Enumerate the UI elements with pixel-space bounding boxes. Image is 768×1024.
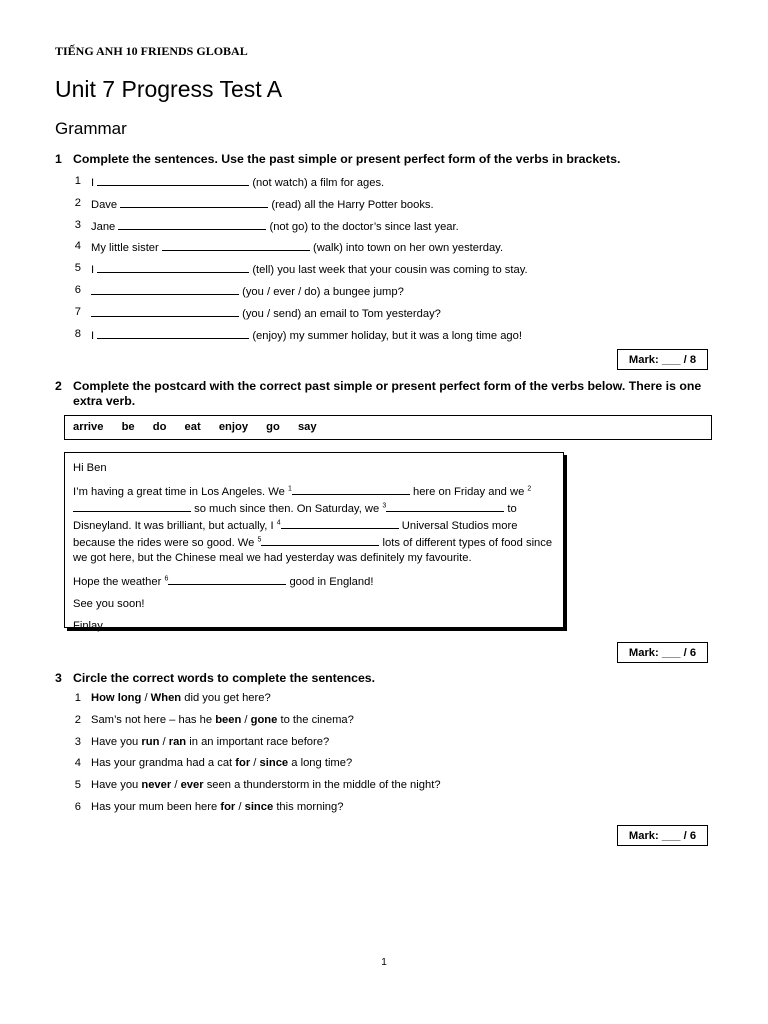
answer-blank[interactable] — [168, 573, 286, 585]
q1-number: 1 — [55, 152, 62, 166]
answer-blank[interactable] — [261, 534, 379, 546]
q3-item: 3 Have you run / ran in an important race before? — [74, 735, 330, 748]
option-word[interactable]: How long — [91, 692, 142, 704]
postcard-body: I’m having a great time in Los Angeles. We $^1$ here on Friday and we $^2$ so much since then. On Saturday, we $^3$ to Disneyland. It was brilliant, but actually, I $^4$ Universal Studios more because the rides were so good. We $^5$ lots of different types of food since we got here, but the Chinese meal we had yesterday was definitely my favourite. — [73, 483, 555, 566]
answer-blank[interactable] — [91, 305, 239, 317]
postcard-closing: See you soon! — [73, 598, 145, 610]
answer-blank[interactable] — [91, 283, 239, 295]
q1-item: 3 Jane (not go) to the doctor’s since last year. — [74, 218, 459, 233]
option-word[interactable]: since — [259, 757, 289, 770]
q1-item: 1 I (not watch) a film for ages. — [74, 175, 385, 189]
postcard-greeting: Hi Ben — [73, 462, 107, 474]
q3-instruction: Circle the correct words to complete the sentences. — [73, 671, 376, 685]
postcard-weather-line: Hope the weather $^6$ good in England! — [73, 573, 555, 590]
page-title: Unit 7 Progress Test A — [55, 76, 283, 102]
option-word[interactable]: for — [220, 800, 236, 813]
option-word[interactable]: run — [141, 735, 160, 748]
q3-heading — [55, 671, 715, 686]
answer-blank[interactable] — [118, 218, 266, 230]
answer-blank[interactable] — [292, 483, 410, 495]
option-word[interactable]: for — [235, 757, 251, 770]
series-title: TIẾNG ANH 10 FRIENDS GLOBAL — [55, 44, 248, 58]
q3-number: 3 — [55, 671, 62, 685]
q2-mark-box: Mark: ___ / 6 — [617, 642, 708, 663]
verb-word: go — [266, 421, 280, 433]
q1-instruction: Complete the sentences. Use the past simple or present perfect form of the verbs in brackets. — [73, 152, 621, 166]
option-word[interactable]: When — [150, 692, 182, 704]
option-word[interactable]: never — [141, 779, 172, 792]
option-word[interactable]: been — [215, 713, 242, 726]
q1-item: 4 My little sister (walk) into town on her own yesterday. — [74, 240, 504, 255]
answer-blank[interactable] — [162, 239, 310, 251]
q1-item: 6 (you / ever / do) a bungee jump? — [74, 283, 404, 298]
q1-item: 5 I (tell) you last week that your cousin was coming to stay. — [74, 262, 528, 277]
section-title: Grammar — [55, 119, 127, 138]
q1-mark-box: Mark: ___ / 8 — [617, 349, 708, 370]
verb-word: do — [152, 421, 167, 433]
answer-blank[interactable] — [73, 500, 191, 512]
option-word[interactable]: since — [244, 800, 274, 813]
q1-items — [55, 174, 715, 348]
verb-word: say — [297, 421, 317, 433]
answer-blank[interactable] — [120, 196, 268, 208]
postcard-signature: Finlay — [73, 620, 103, 632]
verb-word-box — [64, 415, 712, 440]
answer-blank[interactable] — [97, 261, 249, 273]
q3-items — [55, 691, 715, 822]
q2-instruction: Complete the postcard with the correct past simple or present perfect form of the verbs below. There is one extra verb. — [73, 379, 702, 408]
verb-word: be — [121, 421, 135, 433]
q2-number: 2 — [55, 379, 62, 393]
verb-word: eat — [184, 421, 201, 433]
answer-blank[interactable] — [281, 517, 399, 529]
postcard — [64, 452, 564, 632]
q3-mark-box: Mark: ___ / 6 — [617, 825, 708, 846]
answer-blank[interactable] — [97, 327, 249, 339]
q1-item: 7 (you / send) an email to Tom yesterday? — [74, 305, 441, 320]
q2-heading — [55, 379, 715, 409]
option-word[interactable]: ever — [180, 779, 204, 792]
q3-item: 6 Has your mum been here for / since this morning? — [74, 800, 344, 813]
verb-word: enjoy — [218, 421, 249, 433]
option-word[interactable]: gone — [250, 713, 278, 726]
q3-item: 1 How long / When did you get here? — [74, 692, 271, 704]
option-word[interactable]: ran — [168, 735, 187, 748]
page-number: 1 — [381, 957, 387, 968]
answer-blank[interactable] — [97, 174, 249, 186]
q1-item: 2 Dave (read) all the Harry Potter books. — [74, 196, 434, 211]
verb-word: arrive — [73, 421, 104, 433]
answer-blank[interactable] — [386, 500, 504, 512]
q3-item: 2 Sam’s not here – has he been / gone to the cinema? — [74, 713, 354, 726]
q1-item: 8 I (enjoy) my summer holiday, but it was a long time ago! — [74, 327, 522, 342]
q1-heading — [55, 152, 715, 167]
q3-item: 5 Have you never / ever seen a thunderstorm in the middle of the night? — [74, 779, 441, 792]
q3-item: 4 Has your grandma had a cat for / since a long time? — [74, 757, 353, 770]
